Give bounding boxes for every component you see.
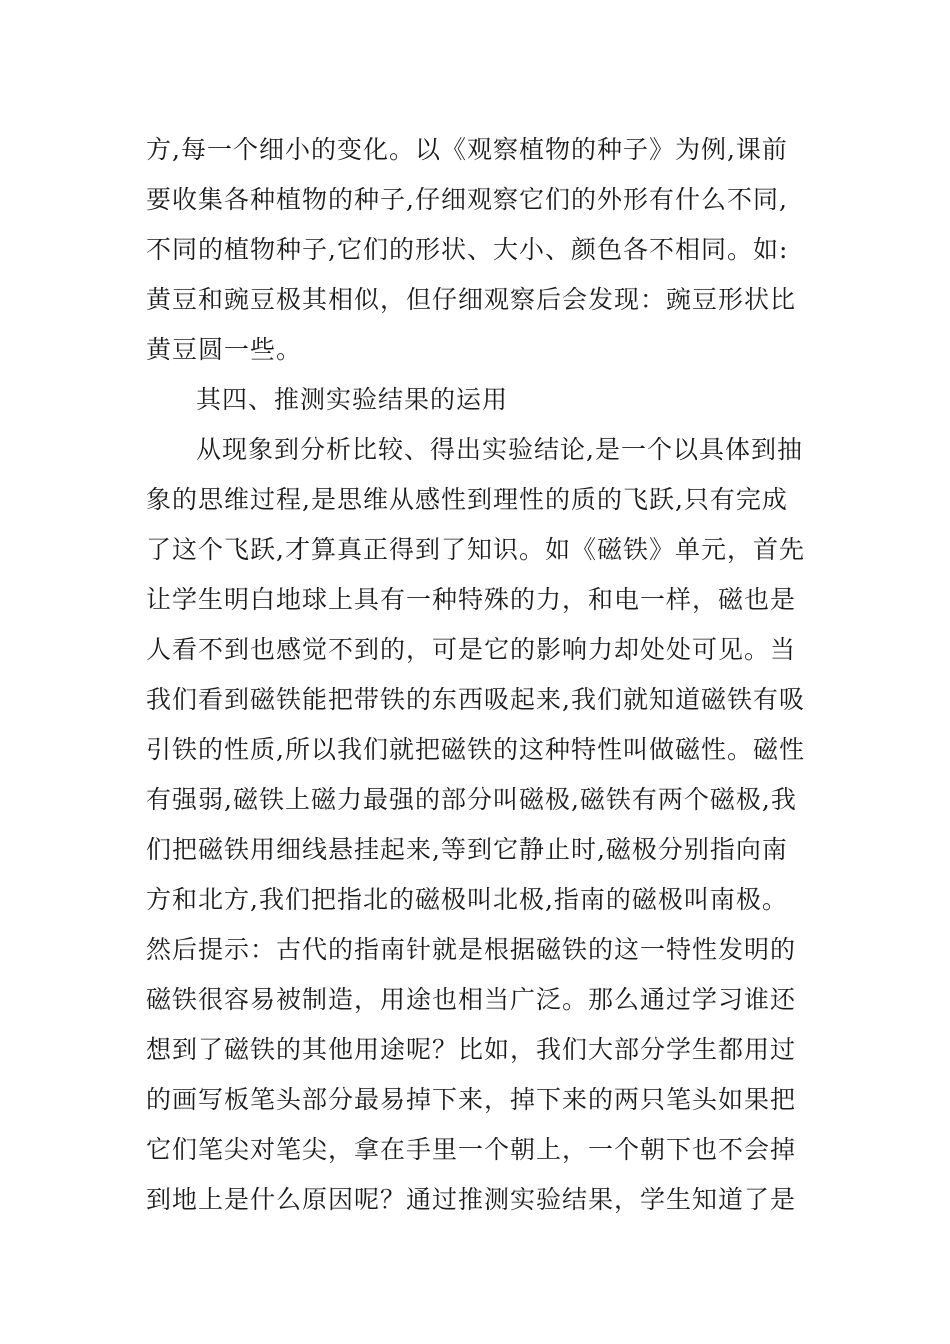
text-line: 象的思维过程,是思维从感性到理性的质的飞跃,只有完成: [146, 485, 788, 514]
text-line: 不同的植物种子,它们的形状、大小、颜色各不相同。如:: [146, 235, 789, 264]
text-line: 到地上是什么原因呢？通过推测实验结果，学生知道了是: [146, 1185, 797, 1214]
text-line: 有强弱,磁铁上磁力最强的部分叫磁极,磁铁有两个磁极,我: [146, 785, 797, 814]
text-line: 方,每一个细小的变化。以《观察植物的种子》为例,课前: [146, 135, 788, 164]
text-line: 了这个飞跃,才算真正得到了知识。如《磁铁》单元，首先: [146, 535, 805, 564]
section-heading: 其四、推测实验结果的运用: [196, 385, 509, 414]
text-line: 黄豆圆一些。: [146, 335, 303, 364]
text-line: 让学生明白地球上具有一种特殊的力，和电一样，磁也是: [146, 585, 797, 614]
text-line: 要收集各种植物的种子,仔细观察它们的外形有什么不同,: [146, 185, 788, 214]
text-line: 磁铁很容易被制造，用途也相当广泛。那么通过学习谁还: [146, 985, 797, 1014]
text-line: 人看不到也感觉不到的，可是它的影响力却处处可见。当: [146, 635, 797, 664]
text-line: 它们笔尖对笔尖，拿在手里一个朝上，一个朝下也不会掉: [146, 1135, 797, 1164]
text-line: 想到了磁铁的其他用途呢？比如，我们大部分学生都用过: [146, 1035, 797, 1064]
text-line: 的画写板笔头部分最易掉下来，掉下来的两只笔头如果把: [146, 1085, 797, 1114]
text-line: 引铁的性质,所以我们就把磁铁的这种特性叫做磁性。磁性: [146, 735, 805, 764]
text-line: 们把磁铁用细线悬挂起来,等到它静止时,磁极分别指向南: [146, 835, 788, 864]
text-line: 我们看到磁铁能把带铁的东西吸起来,我们就知道磁铁有吸: [146, 685, 805, 714]
text-line: 方和北方,我们把指北的磁极叫北极,指南的磁极叫南极。: [146, 885, 788, 914]
paragraph-first-line: 从现象到分析比较、得出实验结论,是一个以具体到抽: [196, 435, 803, 464]
text-line: 黄豆和豌豆极其相似，但仔细观察后会发现：豌豆形状比: [146, 285, 797, 314]
text-line: 然后提示：古代的指南针就是根据磁铁的这一特性发明的: [146, 935, 797, 964]
